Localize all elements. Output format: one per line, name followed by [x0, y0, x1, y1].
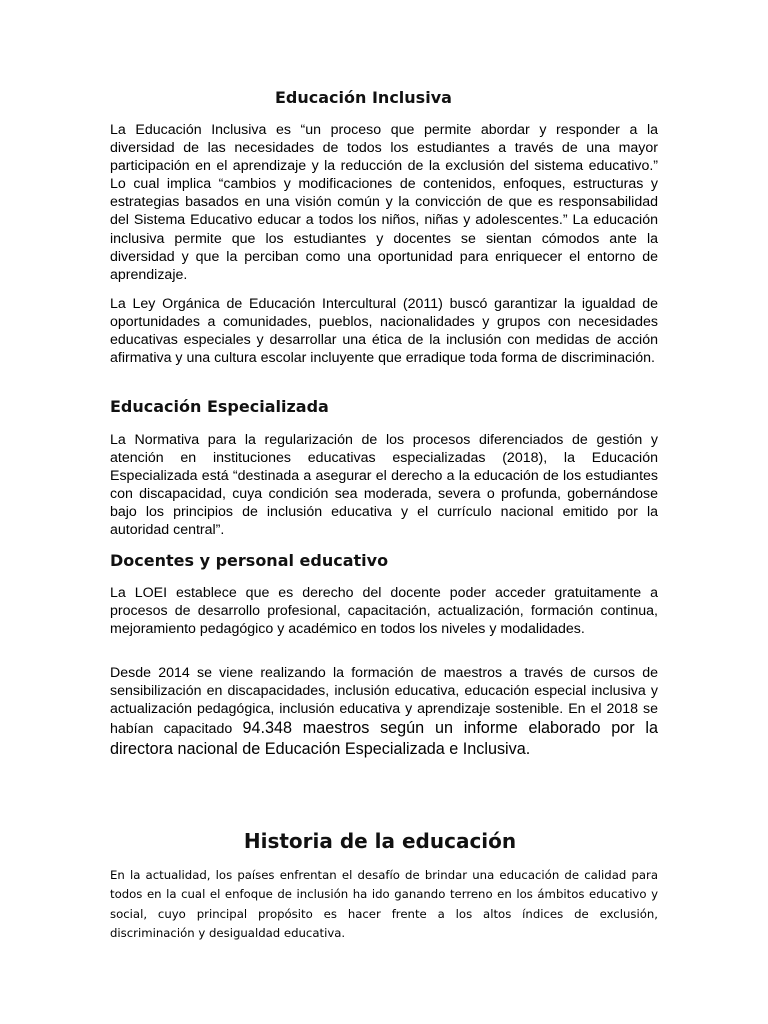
paragraph-normativa: La Normativa para la regularización de los procesos diferenciados de gestión y atención en instituciones educativas especializadas (2018), la Educación Especializada está “destinada a asegurar el derecho a la educación de los estudiantes con discapacidad, cuya condición sea moderada, severa o profunda, gobernándose bajo los principios de inclusión educativa y el currículo nacional emitido por la autoridad central”.	[110, 432, 658, 539]
paragraph-historia: En la actualidad, los países enfrentan el desafío de brindar una educación de calidad para todos en la cual el enfoque de inclusión ha ido ganando terreno en los ámbitos educativo y social, cuyo principal propósito es hacer frente a los altos índices de exclusión, discriminación y desigualdad educativa.	[110, 868, 658, 940]
paragraph-formacion-part2: 94.348 maestros según un informe elaborado por la directora nacional de Educación Especializada e Inclusiva.	[110, 719, 658, 759]
heading-educacion-inclusiva: Educación Inclusiva	[275, 88, 452, 107]
heading-historia-educacion: Historia de la educación	[243, 829, 517, 853]
paragraph-formacion-maestros	[110, 664, 658, 760]
heading-educacion-especializada: Educación Especializada	[110, 397, 329, 416]
paragraph-inclusiva-definition: La Educación Inclusiva es “un proceso que permite abordar y responder a la diversidad de las necesidades de todos los estudiantes a través de una mayor participación en el aprendizaje y la reducción de la exclusión del sistema educativo.” Lo cual implica “cambios y modificaciones de contenidos, enfoques, estructuras y estrategias basados en una visión común y la convicción de que es responsabilidad del Sistema Educativo educar a todos los niños, niñas y adolescentes.” La educación inclusiva permite que los estudiantes y docentes se sientan cómodos ante la diversidad y que la perciban como una oportunidad para enriquecer el entorno de aprendizaje.	[110, 122, 658, 283]
paragraph-formacion-part1: Desde 2014 se viene realizando la formación de maestros a través de cursos de sensibilización en discapacidades, inclusión educativa, educación especial inclusiva y actualización pedagógica, inclusión educativa y aprendizaje sostenible. En el 2018 se habían capacitado	[110, 665, 658, 738]
heading-docentes: Docentes y personal educativo	[110, 551, 389, 570]
paragraph-ley-organica: La Ley Orgánica de Educación Intercultural (2011) buscó garantizar la igualdad de oportunidades a comunidades, pueblos, nacionalidades y grupos con necesidades educativas especiales y desarrollar una ética de la inclusión con medidas de acción afirmativa y una cultura escolar incluyente que erradique toda forma de discriminación.	[110, 296, 658, 367]
paragraph-loei: La LOEI establece que es derecho del docente poder acceder gratuitamente a procesos de desarrollo profesional, capacitación, actualización, formación continua, mejoramiento pedagógico y académico en todos los niveles y modalidades.	[110, 585, 658, 638]
